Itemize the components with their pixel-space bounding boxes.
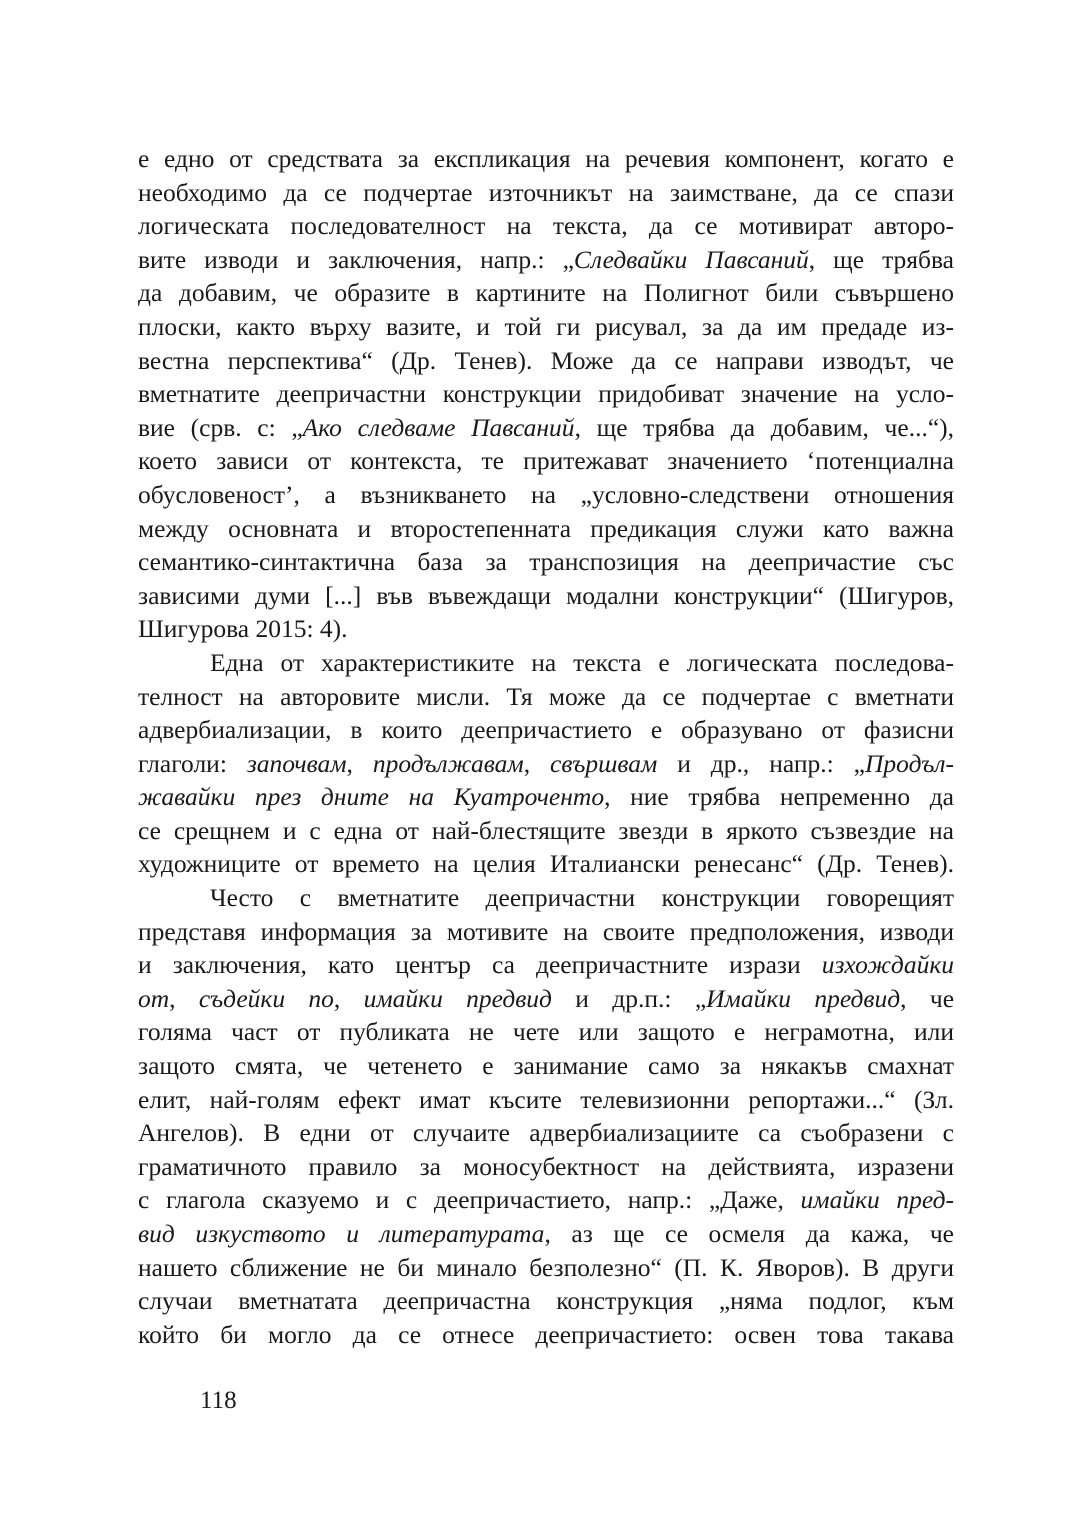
paragraph-2 xyxy=(138,646,954,881)
text-line xyxy=(138,847,954,881)
italic-text: вид изкуството и литературата xyxy=(138,1219,545,1248)
text-line xyxy=(138,1116,954,1150)
text-run: което зависи от контекста, те притежават значението ‘потенциална xyxy=(138,446,954,476)
text-run: който би могло да се отнесе деепричастието: освен това такава xyxy=(138,1319,954,1349)
text-line xyxy=(138,1083,954,1117)
text-line xyxy=(138,176,954,210)
text-run: и заключения, като център са деепричастните изрази xyxy=(138,950,822,980)
italic-text: имайки пред- xyxy=(800,1185,954,1215)
paragraph-3 xyxy=(138,881,954,1351)
text-run: , xyxy=(169,983,199,1013)
text-line xyxy=(138,276,954,310)
text-body xyxy=(138,142,954,1351)
text-run: , ще трябва да добавим, че...“), xyxy=(574,412,955,442)
text-run: и др., напр.: „ xyxy=(657,748,865,778)
text-line xyxy=(138,243,954,277)
text-run: вметнатите деепричастни конструкции придобиват значение на усло- xyxy=(138,379,954,409)
italic-text: Имайки предвид xyxy=(706,983,901,1013)
text-line xyxy=(138,478,954,512)
text-line xyxy=(138,411,954,445)
text-line xyxy=(138,377,954,411)
paragraph-1 xyxy=(138,142,954,646)
text-run: , xyxy=(523,748,551,778)
text-run: , аз ще се осмеля да кажа, че xyxy=(544,1219,954,1248)
italic-text: от xyxy=(138,983,170,1013)
text-line xyxy=(138,915,954,949)
text-run: е едно от средствата за експликация на речевия компонент, когато е xyxy=(138,144,954,173)
text-line xyxy=(138,881,954,915)
text-line xyxy=(138,1284,954,1318)
text-line xyxy=(138,209,954,243)
text-run: необходимо да се подчертае източникът на заимстване, да се спази xyxy=(138,177,954,207)
text-run: се срещнем и с една от най-блестящите звезди в яркото съзвездие на xyxy=(138,815,954,845)
italic-text: Ако следваме Павсаний xyxy=(302,412,575,442)
page-number: 118 xyxy=(200,1387,237,1414)
text-line xyxy=(138,646,954,680)
text-run: Често с вметнатите деепричастни конструкции говорещият xyxy=(210,883,954,913)
text-run: , xyxy=(333,983,364,1013)
text-run: , ние трябва непременно да xyxy=(604,782,955,812)
text-line xyxy=(138,612,954,646)
text-run: елит, най-голям ефект имат късите телевизионни репортажи...“ (Зл. xyxy=(138,1084,954,1114)
text-run: вие (срв. с: „ xyxy=(138,412,303,442)
text-run: логическата последователност на текста, да се мотивират авторо- xyxy=(138,211,954,241)
italic-text: изхождайки xyxy=(821,950,954,980)
text-line xyxy=(138,512,954,546)
italic-text: жавайки през дните на Куатроченто xyxy=(138,782,605,812)
text-run: защото смята, че четенето е занимание само за някакъв смахнат xyxy=(138,1051,954,1081)
italic-text: започвам xyxy=(246,748,347,778)
text-run: граматичното правило за моносубектност на действията, изразени xyxy=(138,1151,954,1181)
text-line xyxy=(138,444,954,478)
text-line xyxy=(138,1049,954,1083)
text-line xyxy=(138,1318,954,1352)
text-line xyxy=(138,982,954,1016)
text-line xyxy=(138,310,954,344)
text-line xyxy=(138,713,954,747)
italic-text: продължавам xyxy=(372,748,524,778)
text-run: телност на авторовите мисли. Тя може да се подчертае с вметнати xyxy=(138,681,954,711)
text-run: художниците от времето на целия Италиански ренесанс“ (Др. Тенев). xyxy=(138,849,954,879)
text-line xyxy=(138,1251,954,1285)
italic-text: имайки предвид xyxy=(363,983,552,1013)
text-run: плоски, както върху вазите, и той ги рисувал, за да им предаде из- xyxy=(138,311,954,341)
text-run: и др.п.: „ xyxy=(551,983,707,1013)
text-run: Една от характеристиките на текста е логическата последова- xyxy=(210,647,954,677)
text-run: семантико-синтактична база за транспозиция на деепричастие със xyxy=(138,547,954,577)
text-run: Шигурова 2015: 4). xyxy=(138,614,348,644)
italic-text: съдейки по xyxy=(198,983,334,1013)
text-line xyxy=(138,344,954,378)
text-line xyxy=(138,142,954,176)
text-run: вите изводи и заключения, напр.: „ xyxy=(138,244,574,274)
text-line xyxy=(138,1015,954,1049)
text-run: Ангелов). В едни от случаите адвербиализациите са съобразени с xyxy=(138,1118,954,1148)
text-line xyxy=(138,545,954,579)
text-run: адвербиализации, в които деепричастието е образувано от фазисни xyxy=(138,715,954,745)
text-run: нашето сближение не би минало безполезно“ (П. К. Яворов). В други xyxy=(138,1252,954,1282)
text-run: , ще трябва xyxy=(808,244,955,274)
text-run: вестна перспектива“ (Др. Тенев). Може да се направи изводът, че xyxy=(138,345,954,375)
text-run: между основната и второстепенната предикация служи като важна xyxy=(138,513,954,543)
text-run: обусловеност’, а възникването на „условно-следствени отношения xyxy=(138,479,954,509)
italic-text: свършвам xyxy=(550,748,658,778)
text-line xyxy=(138,1183,954,1217)
text-run: зависими думи [...] във въвеждащи модални конструкции“ (Шигуров, xyxy=(138,580,954,610)
text-line xyxy=(138,747,954,781)
text-run: да добавим, че образите в картините на Полигнот били съвършено xyxy=(138,278,954,308)
text-run: случаи вметнатата деепричастна конструкция „няма подлог, към xyxy=(138,1286,954,1316)
text-run: , че xyxy=(900,983,955,1013)
italic-text: Продъл- xyxy=(865,748,954,778)
text-run: голяма част от публиката не чете или защото е неграмотна, или xyxy=(138,1017,954,1047)
italic-text: Следвайки Павсаний xyxy=(573,244,809,274)
text-line xyxy=(138,680,954,714)
text-line xyxy=(138,948,954,982)
text-run: глаголи: xyxy=(138,748,247,778)
text-line xyxy=(138,1150,954,1184)
text-line xyxy=(138,1217,954,1251)
text-run: с глагола сказуемо и с деепричастието, напр.: „Даже, xyxy=(138,1185,801,1215)
text-line xyxy=(138,814,954,848)
text-run: , xyxy=(346,748,373,778)
text-run: представя информация за мотивите на своите предположения, изводи xyxy=(138,916,954,946)
text-line xyxy=(138,780,954,814)
text-line xyxy=(138,579,954,613)
